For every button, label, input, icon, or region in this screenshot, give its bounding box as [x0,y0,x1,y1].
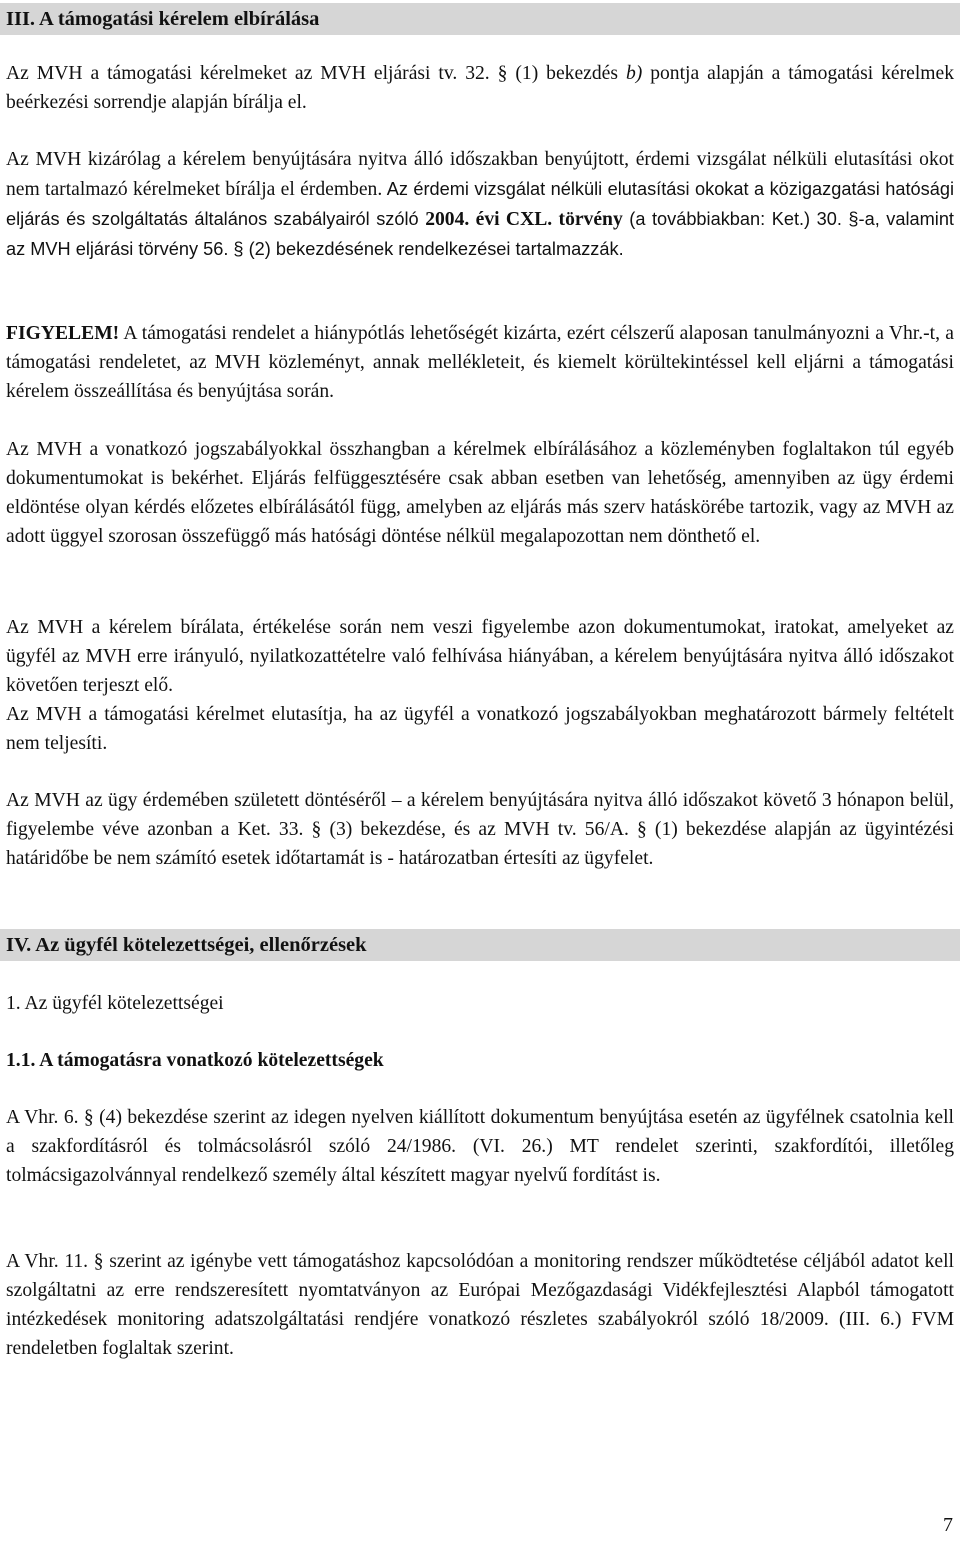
section-4-paragraph-1: A Vhr. 6. § (4) bekezdése szerint az idegen nyelven kiállított dokumentum benyújtása esetén az ügyfélnek csatolnia kell a szakfordításról és tolmácsolásról szóló 24/1986. (VI. 26.) MT rendelet szerinti, szakfordítói, illetőleg tolmácsigazolvánnyal rendelkező személy által készített magyar nyelvű fordítást is. [6,1107,954,1186]
section-3-paragraph-3 [6,320,954,407]
text: Az MVH a támogatási kérelmeket az MVH eljárási tv. 32. § (1) bekezdés [6,63,626,84]
text: pontja alapján a támogatási kérelmek beérkezési sorrendje alapján bírálja el. [6,63,954,113]
text: Az érdemi vizsgálat nélküli elutasítási okokat a közigazgatási hatósági eljárás és szolgáltatás általános szabályairól szóló [6,178,954,229]
section-3-paragraph-1 [6,60,954,118]
warning-label: FIGYELEM! [6,323,120,344]
section-3-paragraph-4: Az MVH a vonatkozó jogszabályokkal összhangban a kérelmek elbírálásához a közleményben foglaltakon túl egyéb dokumentumokat is bekérhet. Eljárás felfüggesztésére csak abban esetben van lehetőség, amennyiben az ügy érdemi eldöntése olyan kérdés előzetes elbírálásától függ, amelyben az eljárás más szerv hatáskörébe tartozik, vagy az MVH az adott üggyel szorosan összefüggő más hatósági döntése nélkül megalapozottan nem dönthető el. [6,439,954,547]
text: (a továbbiakban: Ket.) 30. §-a, valamint az MVH eljárási törvény 56. § (2) bekezdésének rendelkezései tartalmazzák. [6,208,954,259]
text: Az MVH kizárólag a kérelem benyújtására nyitva álló időszakban benyújtott, érdemi vizsgálat nélküli elutasítási okot nem tartalmazó kérelmeket bírálja el érdemben. [6,149,954,200]
section-3-paragraph-2 [6,146,954,265]
section-3-paragraph-5: Az MVH a kérelem bírálata, értékelése során nem veszi figyelembe azon dokumentumokat, iratokat, amelyeket az ügyfél az MVH erre irányuló, nyilatkozattételre való felhívása hiányában, a kérelem benyújtására nyitva álló időszakot követően terjeszt elő. [6,617,954,696]
section-3-title: III. A támogatási kérelem elbírálása [0,3,960,35]
page-number: 7 [943,1514,953,1536]
italic-text: b) [625,63,643,84]
subheading-1: 1. Az ügyfél kötelezettségei [6,993,224,1014]
subheading-1-1: 1.1. A támogatásra vonatkozó kötelezettségek [6,1050,384,1071]
section-3-paragraph-6: Az MVH a támogatási kérelmet elutasítja, ha az ügyfél a vonatkozó jogszabályokban meghatározott bármely feltételt nem teljesíti. [6,704,954,754]
section-3-paragraph-7: Az MVH az ügy érdemében született döntéséről – a kérelem benyújtására nyitva álló időszakot követő 3 hónapon belül, figyelembe véve azonban a Ket. 33. § (3) bekezdése, és az MVH tv. 56/A. § (1) bekezdése alapján az ügyintézési határidőbe be nem számító esetek időtartamát is - határozatban értesíti az ügyfelet. [6,790,954,869]
law-reference: 2004. évi CXL. törvény [425,208,623,230]
text: A támogatási rendelet a hiánypótlás lehetőségét kizárta, ezért célszerű alaposan tanulmányozni a Vhr.-t, a támogatási rendeletet, az MVH közleményt, annak mellékleteit, és kiemelt körültekintéssel kell eljárni a támogatási kérelem összeállítása és benyújtása során. [6,323,954,402]
section-4-paragraph-2: A Vhr. 11. § szerint az igénybe vett támogatáshoz kapcsolódóan a monitoring rendszer működtetése céljából adatot kell szolgáltatni az erre rendszeresített nyomtatványon az Európai Mezőgazdasági Vidékfejlesztési Alapból támogatott intézkedések monitoring adatszolgáltatási rendjére vonatkozó részletes szabályokról szóló 18/2009. (III. 6.) FVM rendeletben foglaltak szerint. [6,1251,954,1359]
section-4-title: IV. Az ügyfél kötelezettségei, ellenőrzések [0,929,960,961]
